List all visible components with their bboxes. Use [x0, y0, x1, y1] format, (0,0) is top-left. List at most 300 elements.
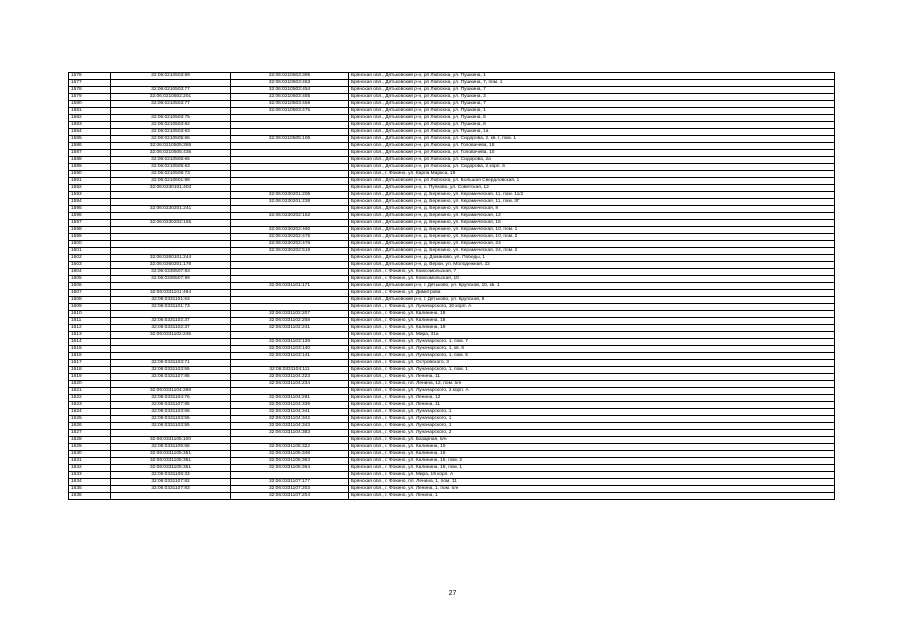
land-cadastral-number-cell: 32:06:0230201:241	[111, 206, 231, 213]
address-cell: Брянская обл., Дятьковский р-н, д. Верхи, ул. Молодежная, 22	[349, 262, 835, 269]
table-row	[69, 164, 835, 171]
building-cadastral-number-cell	[231, 185, 349, 192]
address-cell: Брянская обл., г. Фокино, ул. Луначарского, 1, пом. 1	[349, 367, 835, 374]
table-row	[69, 311, 835, 318]
address-cell: Брянская обл., г. Фокино, ул. Ленина, 1	[349, 493, 835, 500]
building-cadastral-number-cell: 32:06:0331104:342	[231, 416, 349, 423]
table-row	[69, 381, 835, 388]
building-cadastral-number-cell	[231, 290, 349, 297]
row-number-cell: 1621	[69, 388, 111, 395]
land-cadastral-number-cell	[111, 283, 231, 290]
address-cell: Брянская обл., г. Фокино, ул. Калинина, 18	[349, 325, 835, 332]
address-cell: Брянская обл., г. Фокино, ул. Островского, 3	[349, 360, 835, 367]
table-row	[69, 367, 835, 374]
land-cadastral-number-cell: 32:06:0230202:155	[111, 220, 231, 227]
land-cadastral-number-cell: 32:06:0331107:83	[111, 486, 231, 493]
row-number-cell: 1599	[69, 234, 111, 241]
building-cadastral-number-cell: 32:06:0230201:238	[231, 199, 349, 206]
address-cell: Брянская обл., Дятьковский р-н, д. Березино, ул. Керамическая, 8	[349, 206, 835, 213]
table-row	[69, 213, 835, 220]
table-row	[69, 423, 835, 430]
row-number-cell: 1581	[69, 108, 111, 115]
building-cadastral-number-cell: 32:06:0331104:339	[231, 402, 349, 409]
land-cadastral-number-cell: 32:06:0331103:55	[111, 409, 231, 416]
row-number-cell: 1607	[69, 290, 111, 297]
address-cell: Брянская обл., Дятьковский р-н, рп Любохна, ул. Пушкина, 8	[349, 122, 835, 129]
building-cadastral-number-cell	[231, 164, 349, 171]
table-row	[69, 360, 835, 367]
table-row	[69, 493, 835, 500]
land-cadastral-number-cell: 32:06:0210508:73	[111, 171, 231, 178]
building-cadastral-number-cell: 32:06:0230201:205	[231, 192, 349, 199]
land-cadastral-number-cell: 32:06:0331105:351	[111, 465, 231, 472]
address-cell: Брянская обл., г. Фокино, ул. Луначарского, 1, кв. 6	[349, 346, 835, 353]
land-cadastral-number-cell	[111, 353, 231, 360]
land-cadastral-number-cell: 32:06:0210505:435	[111, 150, 231, 157]
row-number-cell: 1590	[69, 171, 111, 178]
land-cadastral-number-cell: 32:06:0331107:82	[111, 479, 231, 486]
row-number-cell: 1617	[69, 360, 111, 367]
row-number-cell: 1604	[69, 269, 111, 276]
table-row	[69, 157, 835, 164]
address-cell: Брянская обл., г. Фокино, ул. Мира, 31а	[349, 332, 835, 339]
table-row	[69, 276, 835, 283]
land-cadastral-number-cell	[111, 234, 231, 241]
row-number-cell: 1614	[69, 339, 111, 346]
address-cell: Брянская обл., г. Фокино, ул. Луначарского, 1	[349, 416, 835, 423]
building-cadastral-number-cell	[231, 150, 349, 157]
row-number-cell: 1579	[69, 94, 111, 101]
register-table	[68, 72, 835, 500]
building-cadastral-number-cell: 32:06:0331105:348	[231, 451, 349, 458]
table-row	[69, 73, 835, 80]
building-cadastral-number-cell	[231, 115, 349, 122]
row-number-cell: 1622	[69, 395, 111, 402]
building-cadastral-number-cell: 32:06:0331104:281	[231, 395, 349, 402]
address-cell: Брянская обл., г. Фокино, ул. Луначарского, 1	[349, 409, 835, 416]
building-cadastral-number-cell	[231, 304, 349, 311]
land-cadastral-number-cell: 32:06:0210503:83	[111, 129, 231, 136]
land-cadastral-number-cell: 32:06:0210502:201	[111, 94, 231, 101]
address-cell: Брянская обл., Дятьковский р-н, д. Березино, ул. Керамическая, 16	[349, 220, 835, 227]
building-cadastral-number-cell: 32:06:0331102:207	[231, 311, 349, 318]
table-row	[69, 262, 835, 269]
row-number-cell: 1597	[69, 220, 111, 227]
building-cadastral-number-cell: 32:06:0230202:519	[231, 248, 349, 255]
land-cadastral-number-cell: 32:06:0331104:76	[111, 395, 231, 402]
address-cell: Брянская обл., г. Фокино, ул. Калинина, 18	[349, 318, 835, 325]
address-cell: Брянская обл., г. Фокино, пл. Ленина, 12, пом. б/н	[349, 381, 835, 388]
table-row	[69, 290, 835, 297]
table-row	[69, 283, 835, 290]
row-number-cell: 1608	[69, 297, 111, 304]
row-number-cell: 1591	[69, 178, 111, 185]
building-cadastral-number-cell: 32:06:0210503:475	[231, 108, 349, 115]
row-number-cell: 1610	[69, 311, 111, 318]
table-row	[69, 479, 835, 486]
row-number-cell: 1613	[69, 332, 111, 339]
row-number-cell: 1580	[69, 101, 111, 108]
address-cell: Брянская обл., г. Фокино, ул. Калинина, 18	[349, 311, 835, 318]
land-cadastral-number-cell: 32:06:0331105:351	[111, 458, 231, 465]
address-cell: Брянская обл., г. Фокино, ул. Карла Маркса, 18	[349, 171, 835, 178]
row-number-cell: 1598	[69, 227, 111, 234]
building-cadastral-number-cell: 32:06:0210503:455	[231, 94, 349, 101]
address-cell: Брянская обл., Дятьковский р-н, рп Любохна, ул. Сидорова, 2а	[349, 157, 835, 164]
row-number-cell: 1615	[69, 346, 111, 353]
land-cadastral-number-cell: 32:06:0210601:98	[111, 178, 231, 185]
table-row	[69, 444, 835, 451]
building-cadastral-number-cell: 32:06:0331107:204	[231, 493, 349, 500]
address-cell: Брянская обл., Дятьковский р-н, д. Доманово, ул. Победы, 1	[349, 255, 835, 262]
building-cadastral-number-cell	[231, 178, 349, 185]
table-row	[69, 332, 835, 339]
land-cadastral-number-cell: 32:06:0331101:494	[111, 290, 231, 297]
land-cadastral-number-cell	[111, 248, 231, 255]
land-cadastral-number-cell: 32:06:0331107:85	[111, 402, 231, 409]
address-cell: Брянская обл., г. Фокино, ул. Димитрова	[349, 290, 835, 297]
building-cadastral-number-cell: 32:06:0230202:475	[231, 234, 349, 241]
building-cadastral-number-cell: 32:06:0331104:223	[231, 374, 349, 381]
land-cadastral-number-cell: 32:06:0330507:99	[111, 276, 231, 283]
address-cell: Брянская обл., г. Фокино, ул. Ленина, 11	[349, 402, 835, 409]
address-cell: Брянская обл., Дятьковский р-н, рп Любохна, ул. Пушкина, 7, пом. 1	[349, 80, 835, 87]
row-number-cell: 1588	[69, 157, 111, 164]
building-cadastral-number-cell: 32:06:0210503:454	[231, 87, 349, 94]
table-row	[69, 304, 835, 311]
land-cadastral-number-cell: 32:06:0331102:37	[111, 318, 231, 325]
land-cadastral-number-cell	[111, 192, 231, 199]
building-cadastral-number-cell: 32:06:0331105:363	[231, 458, 349, 465]
building-cadastral-number-cell: 32:06:0331104:343	[231, 423, 349, 430]
row-number-cell: 1576	[69, 73, 111, 80]
table-row	[69, 339, 835, 346]
address-cell: Брянская обл., Дятьковский р-н, д. Березино, ул. Керамическая, 11, пом. 3Г	[349, 199, 835, 206]
table-row	[69, 206, 835, 213]
building-cadastral-number-cell: 32:06:0331103:140	[231, 346, 349, 353]
building-cadastral-number-cell	[231, 472, 349, 479]
address-cell: Брянская обл., г. Фокино, ул. Луначарского, 10 корп. А	[349, 304, 835, 311]
table-row	[69, 388, 835, 395]
table-row	[69, 171, 835, 178]
table-row	[69, 234, 835, 241]
row-number-cell: 1603	[69, 262, 111, 269]
table-row	[69, 374, 835, 381]
address-cell: Брянская обл., г. Фокино, ул. Калинина, 16	[349, 451, 835, 458]
building-cadastral-number-cell: 32:06:0210503:395	[231, 73, 349, 80]
land-cadastral-number-cell	[111, 80, 231, 87]
table-row	[69, 472, 835, 479]
table-row	[69, 115, 835, 122]
address-cell: Брянская обл., Дятьковский р-н, рп Любохна, ул. Большая Свердловская, 1	[349, 178, 835, 185]
address-cell: Брянская обл., Дятьковский р-н, рп Любохна, ул. Пушкина, 1	[349, 108, 835, 115]
table-row	[69, 199, 835, 206]
row-number-cell: 1595	[69, 206, 111, 213]
row-number-cell: 1605	[69, 276, 111, 283]
building-cadastral-number-cell: 32:06:0210505:106	[231, 136, 349, 143]
row-number-cell: 1594	[69, 199, 111, 206]
land-cadastral-number-cell	[111, 311, 231, 318]
table-row	[69, 185, 835, 192]
land-cadastral-number-cell: 32:06:0331103:55	[111, 416, 231, 423]
table-row	[69, 80, 835, 87]
building-cadastral-number-cell	[231, 262, 349, 269]
building-cadastral-number-cell: 32:06:0331103:141	[231, 353, 349, 360]
row-number-cell: 1609	[69, 304, 111, 311]
building-cadastral-number-cell	[231, 360, 349, 367]
building-cadastral-number-cell: 32:06:0331102:241	[231, 325, 349, 332]
address-cell: Брянская обл., Дятьковский р-н, г. Дятьково, ул. Крупской, 10, кв. 1	[349, 283, 835, 290]
table-row	[69, 178, 835, 185]
building-cadastral-number-cell	[231, 437, 349, 444]
building-cadastral-number-cell: 32:06:0331104:341	[231, 409, 349, 416]
building-cadastral-number-cell	[231, 129, 349, 136]
land-cadastral-number-cell	[111, 227, 231, 234]
land-cadastral-number-cell: 32:06:0331103:71	[111, 360, 231, 367]
row-number-cell: 1589	[69, 164, 111, 171]
table-row	[69, 353, 835, 360]
building-cadastral-number-cell: 32:06:0331103:139	[231, 339, 349, 346]
address-cell: Брянская обл., Дятьковский р-н, рп Любохна, ул. Пушкина, 7	[349, 101, 835, 108]
building-cadastral-number-cell	[231, 206, 349, 213]
address-cell: Брянская обл., Дятьковский р-н, д. Березино, ул. Керамическая, 24, пом. 2	[349, 248, 835, 255]
building-cadastral-number-cell	[231, 220, 349, 227]
table-row	[69, 465, 835, 472]
address-cell: Брянская обл., г. Фокино, пл. Ленина, 1, пом. 11	[349, 479, 835, 486]
table-row	[69, 241, 835, 248]
row-number-cell: 1624	[69, 409, 111, 416]
row-number-cell: 1582	[69, 115, 111, 122]
land-cadastral-number-cell: 32:06:0331102:37	[111, 325, 231, 332]
address-cell: Брянская обл., Дятьковский р-н, рп Любохна, ул. Сидорова, 2, кв. I, пом. 1	[349, 136, 835, 143]
table-row	[69, 297, 835, 304]
land-cadastral-number-cell	[111, 346, 231, 353]
row-number-cell: 1602	[69, 255, 111, 262]
building-cadastral-number-cell	[231, 171, 349, 178]
land-cadastral-number-cell: 32:06:0331106:33	[111, 472, 231, 479]
building-cadastral-number-cell	[231, 388, 349, 395]
table-row	[69, 346, 835, 353]
register-table-body	[69, 73, 835, 500]
row-number-cell: 1633	[69, 472, 111, 479]
land-cadastral-number-cell: 32:06:0331105:100	[111, 437, 231, 444]
land-cadastral-number-cell	[111, 430, 231, 437]
table-row	[69, 318, 835, 325]
row-number-cell: 1631	[69, 458, 111, 465]
address-cell: Брянская обл., г. Фокино, ул. Мира, 19 корп. А	[349, 472, 835, 479]
building-cadastral-number-cell: 32:06:0331104:234	[231, 381, 349, 388]
table-row	[69, 437, 835, 444]
building-cadastral-number-cell	[231, 297, 349, 304]
address-cell: Брянская обл., г. Фокино, ул. Калинина, 10	[349, 444, 835, 451]
table-row	[69, 458, 835, 465]
land-cadastral-number-cell: 32:06:0331103:55	[111, 423, 231, 430]
address-cell: Брянская обл., Дятьковский р-н, д. Березино, ул. Керамическая, 12	[349, 213, 835, 220]
address-cell: Брянская обл., Дятьковский р-н, рп Любохна, ул. Пушкина, 1а	[349, 129, 835, 136]
row-number-cell: 1593	[69, 192, 111, 199]
address-cell: Брянская обл., г. Фокино, ул. Базарная, б/н	[349, 437, 835, 444]
row-number-cell: 1612	[69, 325, 111, 332]
land-cadastral-number-cell: 32:06:0331101:53	[111, 297, 231, 304]
building-cadastral-number-cell: 32:06:0331107:203	[231, 486, 349, 493]
address-cell: Брянская обл., г. Фокино, ул. Луначарского, 1, пом. 5	[349, 353, 835, 360]
table-row	[69, 409, 835, 416]
land-cadastral-number-cell: 32:06:0210503:82	[111, 122, 231, 129]
table-row	[69, 101, 835, 108]
row-number-cell: 1634	[69, 479, 111, 486]
row-number-cell: 1578	[69, 87, 111, 94]
row-number-cell: 1606	[69, 283, 111, 290]
land-cadastral-number-cell: 32:06:0331103:55	[111, 367, 231, 374]
land-cadastral-number-cell	[111, 108, 231, 115]
building-cadastral-number-cell: 32:06:0210503:459	[231, 101, 349, 108]
table-row	[69, 486, 835, 493]
address-cell: Брянская обл., г. Фокино, ул. Калинина, 16, пом. 1	[349, 465, 835, 472]
address-cell: Брянская обл., Дятьковский р-н, с. Пупково, ул. Советская, 12	[349, 185, 835, 192]
address-cell: Брянская обл., г. Фокино, ул. Луначарского, 1	[349, 423, 835, 430]
address-cell: Брянская обл., Дятьковский р-н, рп Любохна, ул. Сидорова, 2 корп. 6	[349, 164, 835, 171]
table-row	[69, 402, 835, 409]
building-cadastral-number-cell: 32:06:0230202:476	[231, 241, 349, 248]
row-number-cell: 1636	[69, 493, 111, 500]
land-cadastral-number-cell: 32:06:0210505:65	[111, 157, 231, 164]
row-number-cell: 1611	[69, 318, 111, 325]
building-cadastral-number-cell	[231, 157, 349, 164]
row-number-cell: 1618	[69, 367, 111, 374]
building-cadastral-number-cell	[231, 143, 349, 150]
address-cell: Брянская обл., г. Фокино, ул. Комсомольская, 10	[349, 276, 835, 283]
table-row	[69, 192, 835, 199]
row-number-cell: 1577	[69, 80, 111, 87]
table-row	[69, 87, 835, 94]
table-row	[69, 220, 835, 227]
row-number-cell: 1592	[69, 185, 111, 192]
building-cadastral-number-cell: 32:06:0210503:453	[231, 80, 349, 87]
table-row	[69, 395, 835, 402]
row-number-cell: 1585	[69, 136, 111, 143]
land-cadastral-number-cell: 32:06:0210503:69	[111, 73, 231, 80]
row-number-cell: 1596	[69, 213, 111, 220]
table-row	[69, 150, 835, 157]
table-row	[69, 248, 835, 255]
land-cadastral-number-cell: 32:06:0230101:404	[111, 185, 231, 192]
land-cadastral-number-cell	[111, 339, 231, 346]
row-number-cell: 1586	[69, 143, 111, 150]
land-cadastral-number-cell: 32:06:0210503:77	[111, 87, 231, 94]
address-cell: Брянская обл., Дятьковский р-н, рп Любохна, ул. Пушкина, 7	[349, 87, 835, 94]
table-row	[69, 227, 835, 234]
land-cadastral-number-cell	[111, 381, 231, 388]
page-number: 27	[448, 590, 457, 597]
table-row	[69, 269, 835, 276]
table-row	[69, 325, 835, 332]
table-row	[69, 129, 835, 136]
land-cadastral-number-cell	[111, 241, 231, 248]
land-cadastral-number-cell: 32:06:0330507:83	[111, 269, 231, 276]
building-cadastral-number-cell	[231, 122, 349, 129]
table-row	[69, 94, 835, 101]
address-cell: Брянская обл., г. Фокино, ул. Ленина, 11	[349, 374, 835, 381]
row-number-cell: 1626	[69, 423, 111, 430]
building-cadastral-number-cell: 32:06:0230202:152	[231, 213, 349, 220]
address-cell: Брянская обл., г. Фокино, ул. Луначарского, 2	[349, 430, 835, 437]
land-cadastral-number-cell: 32:06:0210505:66	[111, 136, 231, 143]
land-cadastral-number-cell: 32:06:0260101:244	[111, 255, 231, 262]
row-number-cell: 1632	[69, 465, 111, 472]
row-number-cell: 1625	[69, 416, 111, 423]
land-cadastral-number-cell: 32:06:0210503:77	[111, 101, 231, 108]
building-cadastral-number-cell	[231, 332, 349, 339]
row-number-cell: 1619	[69, 374, 111, 381]
address-cell: Брянская обл., г. Фокино, ул. Луначарского, 2 корп. А	[349, 388, 835, 395]
address-cell: Брянская обл., г. Фокино, ул. Ленина, 1, пом. б/н	[349, 486, 835, 493]
land-cadastral-number-cell: 32:06:0210505:63	[111, 164, 231, 171]
row-number-cell: 1616	[69, 353, 111, 360]
row-number-cell: 1587	[69, 150, 111, 157]
building-cadastral-number-cell: 32:06:0331104:383	[231, 430, 349, 437]
table-row	[69, 143, 835, 150]
building-cadastral-number-cell: 32:06:0331105:322	[231, 444, 349, 451]
row-number-cell: 1623	[69, 402, 111, 409]
land-cadastral-number-cell	[111, 199, 231, 206]
address-cell: Брянская обл., Дятьковский р-н, рп Любохна, ул. Пушкина, 1	[349, 73, 835, 80]
row-number-cell: 1630	[69, 451, 111, 458]
building-cadastral-number-cell: 32:06:0331104:111	[231, 367, 349, 374]
table-row	[69, 416, 835, 423]
row-number-cell: 1628	[69, 437, 111, 444]
table-row	[69, 430, 835, 437]
building-cadastral-number-cell: 32:06:0331102:208	[231, 318, 349, 325]
land-cadastral-number-cell: 32:06:0331105:351	[111, 451, 231, 458]
land-cadastral-number-cell: 32:06:0331105:58	[111, 444, 231, 451]
address-cell: Брянская обл., г. Фокино, ул. Калинина, 16, пом. 2	[349, 458, 835, 465]
table-row	[69, 255, 835, 262]
row-number-cell: 1620	[69, 381, 111, 388]
address-cell: Брянская обл., Дятьковский р-н, д. Березино, ул. Керамическая, 10, пом. 2	[349, 234, 835, 241]
row-number-cell: 1635	[69, 486, 111, 493]
land-cadastral-number-cell	[111, 213, 231, 220]
building-cadastral-number-cell	[231, 276, 349, 283]
address-cell: Брянская обл., Дятьковский р-н, рп Любохна, ул. Пушкина, 5	[349, 115, 835, 122]
land-cadastral-number-cell: 32:06:0260201:178	[111, 262, 231, 269]
building-cadastral-number-cell	[231, 255, 349, 262]
table-row	[69, 108, 835, 115]
address-cell: Брянская обл., Дятьковский р-н, д. Березино, ул. Керамическая, 24	[349, 241, 835, 248]
address-cell: Брянская обл., г. Фокино, ул. Луначарского, 1, пом. 7	[349, 339, 835, 346]
row-number-cell: 1600	[69, 241, 111, 248]
building-cadastral-number-cell	[231, 269, 349, 276]
table-row	[69, 122, 835, 129]
address-cell: Брянская обл., Дятьковский р-н, рп Любохна, ул. Пушкина, 3	[349, 94, 835, 101]
building-cadastral-number-cell: 32:06:0331107:177	[231, 479, 349, 486]
address-cell: Брянская обл., Дятьковский р-н, д. Березино, ул. Керамическая, 11, пом. 11/2	[349, 192, 835, 199]
row-number-cell: 1583	[69, 122, 111, 129]
land-cadastral-number-cell	[111, 493, 231, 500]
land-cadastral-number-cell: 32:06:0210505:365	[111, 143, 231, 150]
land-cadastral-number-cell: 32:06:0331107:85	[111, 374, 231, 381]
address-cell: Брянская обл., Дятьковский р-н, г. Дятьково, ул. Крупской, 8	[349, 297, 835, 304]
address-cell: Брянская обл., Дятьковский р-н, рп Любохна, ул. Головачева, 10	[349, 150, 835, 157]
building-cadastral-number-cell: 32:06:0230202:460	[231, 227, 349, 234]
row-number-cell: 1629	[69, 444, 111, 451]
building-cadastral-number-cell: 32:06:0331101:171	[231, 283, 349, 290]
row-number-cell: 1627	[69, 430, 111, 437]
table-row	[69, 136, 835, 143]
land-cadastral-number-cell: 32:06:0331104:288	[111, 388, 231, 395]
land-cadastral-number-cell: 32:06:0331102:245	[111, 332, 231, 339]
land-cadastral-number-cell: 32:06:0210503:75	[111, 115, 231, 122]
building-cadastral-number-cell: 32:06:0331105:364	[231, 465, 349, 472]
